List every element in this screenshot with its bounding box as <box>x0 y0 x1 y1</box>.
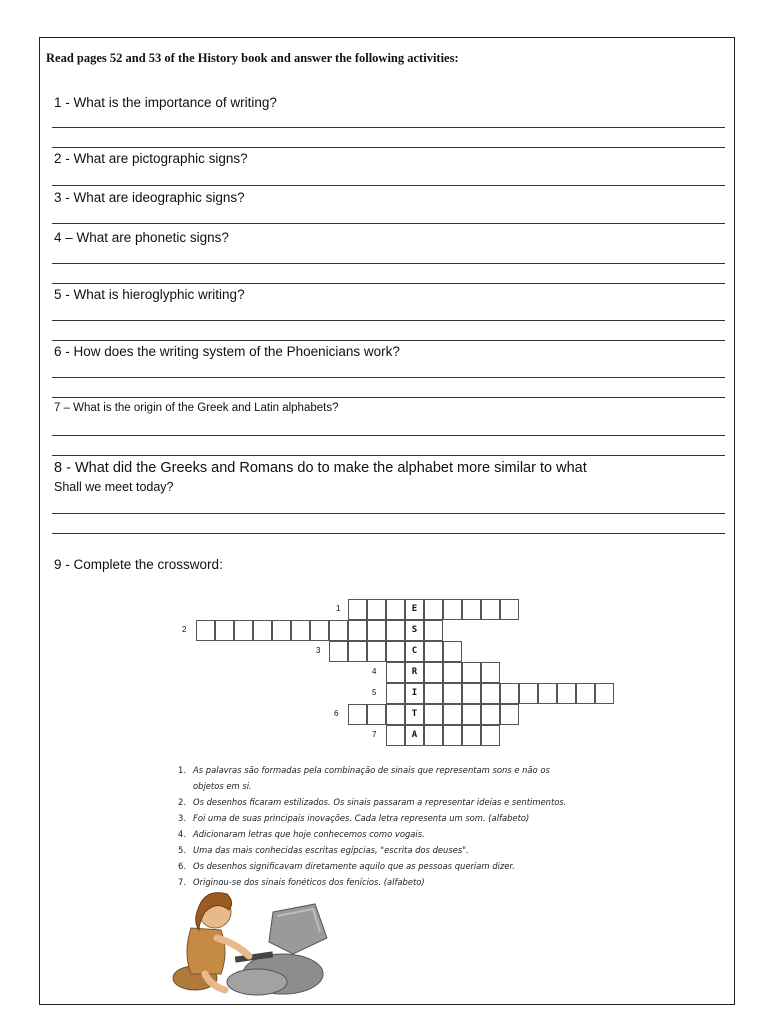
crossword-cell[interactable] <box>386 620 405 641</box>
crossword-cell[interactable] <box>348 599 367 620</box>
answer-line[interactable] <box>52 147 725 148</box>
clue-text: Foi uma de suas principais inovações. Cada letra representa um som. (alfabeto) <box>193 813 530 823</box>
answer-line[interactable] <box>52 223 725 224</box>
answer-line[interactable] <box>52 320 725 321</box>
crossword-key-cell: S <box>405 620 424 641</box>
crossword-cell[interactable] <box>386 641 405 662</box>
answer-line[interactable] <box>52 127 725 128</box>
crossword-cell[interactable] <box>462 683 481 704</box>
crossword-cell[interactable] <box>367 599 386 620</box>
crossword-cell[interactable] <box>424 725 443 746</box>
crossword-cell[interactable] <box>481 599 500 620</box>
crossword-cell[interactable] <box>291 620 310 641</box>
clue-number: 3. <box>178 813 186 823</box>
crossword-cell[interactable] <box>386 599 405 620</box>
crossword-cell[interactable] <box>576 683 595 704</box>
question-9: 9 - Complete the crossword: <box>54 557 223 572</box>
crossword-cell[interactable] <box>481 683 500 704</box>
question-8: 8 - What did the Greeks and Romans do to make the alphabet more similar to what <box>54 460 587 476</box>
question-3: 3 - What are ideographic signs? <box>54 190 245 205</box>
crossword-cell[interactable] <box>519 683 538 704</box>
clue-number: 2. <box>178 797 186 807</box>
crossword-cell[interactable] <box>481 662 500 683</box>
answer-line[interactable] <box>52 435 725 436</box>
crossword-cell[interactable] <box>424 641 443 662</box>
clue-text: Originou-se dos sinais fonéticos dos fenícios. (alfabeto) <box>193 877 425 887</box>
crossword-cell[interactable] <box>443 725 462 746</box>
clue-number: 6. <box>178 861 186 871</box>
crossword-cell[interactable] <box>481 704 500 725</box>
crossword-cell[interactable] <box>462 725 481 746</box>
crossword-cell[interactable] <box>557 683 576 704</box>
crossword-clue-number: 2 <box>182 625 187 634</box>
crossword-cell[interactable] <box>538 683 557 704</box>
crossword-key-cell: A <box>405 725 424 746</box>
crossword-cell[interactable] <box>329 620 348 641</box>
question-4: 4 – What are phonetic signs? <box>54 230 229 245</box>
answer-line[interactable] <box>52 263 725 264</box>
question-8-continuation: Shall we meet today? <box>54 480 174 494</box>
crossword-cell[interactable] <box>462 704 481 725</box>
crossword-cell[interactable] <box>424 683 443 704</box>
crossword-cell[interactable] <box>424 662 443 683</box>
crossword-cell[interactable] <box>443 704 462 725</box>
crossword-cell[interactable] <box>272 620 291 641</box>
question-7: 7 – What is the origin of the Greek and Latin alphabets? <box>54 402 339 414</box>
crossword-cell[interactable] <box>367 704 386 725</box>
crossword-cell[interactable] <box>234 620 253 641</box>
crossword-cell[interactable] <box>386 725 405 746</box>
clue-number: 5. <box>178 845 186 855</box>
crossword-cell[interactable] <box>253 620 272 641</box>
crossword-key-cell: R <box>405 662 424 683</box>
crossword-clue-number: 3 <box>316 646 321 655</box>
crossword-key-cell: E <box>405 599 424 620</box>
crossword-clue-number: 6 <box>334 709 339 718</box>
clue-text: Uma das mais conhecidas escritas egípcias, "escrita dos deuses". <box>193 845 469 855</box>
crossword-cell[interactable] <box>348 620 367 641</box>
clue-text: Adicionaram letras que hoje conhecemos como vogais. <box>193 829 425 839</box>
crossword-cell[interactable] <box>595 683 614 704</box>
crossword-cell[interactable] <box>348 641 367 662</box>
crossword-key-cell: T <box>405 704 424 725</box>
question-5: 5 - What is hieroglyphic writing? <box>54 287 245 302</box>
crossword-cell[interactable] <box>443 599 462 620</box>
worksheet-border <box>39 37 735 1005</box>
crossword-cell[interactable] <box>481 725 500 746</box>
crossword-clue-number: 1 <box>336 604 341 613</box>
crossword-cell[interactable] <box>424 704 443 725</box>
clue-number: 7. <box>178 877 186 887</box>
answer-line[interactable] <box>52 455 725 456</box>
crossword-clue-number: 5 <box>372 688 377 697</box>
crossword-cell[interactable] <box>443 662 462 683</box>
answer-line[interactable] <box>52 377 725 378</box>
crossword-cell[interactable] <box>462 599 481 620</box>
crossword-cell[interactable] <box>500 599 519 620</box>
crossword-cell[interactable] <box>500 683 519 704</box>
crossword-cell[interactable] <box>329 641 348 662</box>
crossword-cell[interactable] <box>424 620 443 641</box>
question-2: 2 - What are pictographic signs? <box>54 151 248 166</box>
crossword-key-cell: C <box>405 641 424 662</box>
clue-text: Os desenhos ficaram estilizados. Os sinais passaram a representar ideias e sentimentos. <box>193 797 567 807</box>
answer-line[interactable] <box>52 283 725 284</box>
crossword-cell[interactable] <box>424 599 443 620</box>
crossword-clue-number: 4 <box>372 667 377 676</box>
instructions-header: Read pages 52 and 53 of the History book and answer the following activities: <box>46 51 459 65</box>
clue-text: objetos em si. <box>193 781 252 791</box>
crossword-cell[interactable] <box>367 641 386 662</box>
crossword-cell[interactable] <box>386 683 405 704</box>
clue-number: 1. <box>178 765 186 775</box>
answer-line[interactable] <box>52 397 725 398</box>
crossword-cell[interactable] <box>196 620 215 641</box>
answer-line[interactable] <box>52 513 725 514</box>
crossword-cell[interactable] <box>462 662 481 683</box>
question-6: 6 - How does the writing system of the Phoenicians work? <box>54 344 400 359</box>
caveman-writing-on-stone-icon <box>165 882 335 997</box>
crossword-cell[interactable] <box>500 704 519 725</box>
clue-number: 4. <box>178 829 186 839</box>
crossword-key-cell: I <box>405 683 424 704</box>
answer-line[interactable] <box>52 185 725 186</box>
clue-text: Os desenhos significavam diretamente aquilo que as pessoas queriam dizer. <box>193 861 515 871</box>
crossword-cell[interactable] <box>386 662 405 683</box>
clue-text: As palavras são formadas pela combinação de sinais que representam sons e não os <box>193 765 550 775</box>
crossword-cell[interactable] <box>443 641 462 662</box>
question-1: 1 - What is the importance of writing? <box>54 95 277 110</box>
crossword-cell[interactable] <box>443 683 462 704</box>
crossword-cell[interactable] <box>367 620 386 641</box>
crossword-cell[interactable] <box>310 620 329 641</box>
crossword-cell[interactable] <box>348 704 367 725</box>
answer-line[interactable] <box>52 533 725 534</box>
crossword-cell[interactable] <box>215 620 234 641</box>
crossword-cell[interactable] <box>386 704 405 725</box>
crossword-clue-number: 7 <box>372 730 377 739</box>
answer-line[interactable] <box>52 340 725 341</box>
